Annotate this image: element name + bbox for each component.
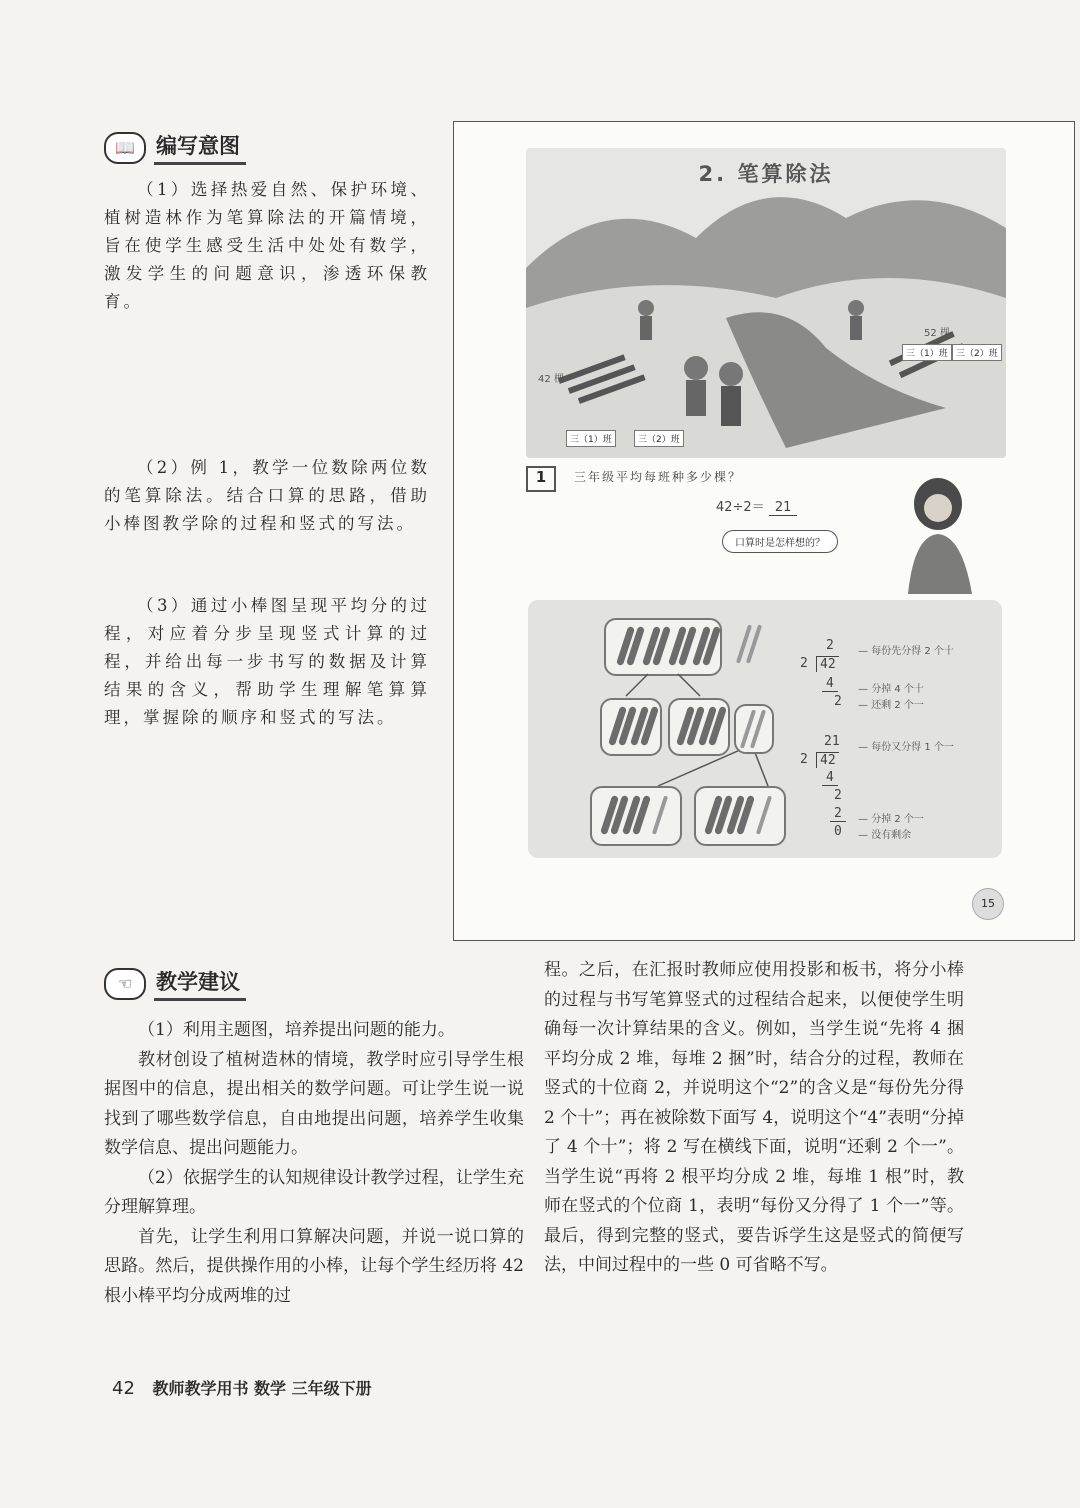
- step2-line6: 0: [834, 824, 842, 839]
- note-5: — 分掉 2 个一: [858, 814, 924, 825]
- hand-icon: ☜: [104, 968, 146, 1000]
- step2-quotient: 21: [824, 734, 840, 749]
- stick-bundle-mid-right: [668, 698, 730, 756]
- page-number: 42: [112, 1378, 135, 1399]
- note-6: — 没有剩余: [858, 830, 912, 841]
- textbook-page-number: 15: [972, 888, 1004, 920]
- suggestions-left-column: [104, 1016, 524, 1311]
- speech-bubble: 口算时是怎样想的？: [722, 530, 838, 553]
- section-title-text: 编写意图: [154, 130, 246, 165]
- textbook-page: [453, 121, 1075, 941]
- tree-planting-illustration: [526, 148, 1006, 458]
- suggestion-heading-1: （1）利用主题图，培养提出问题的能力。: [138, 1020, 455, 1040]
- equation-answer: 21: [769, 500, 798, 516]
- stick-group-bottom-left: [590, 786, 682, 846]
- section-title-text-2: 教学建议: [154, 966, 246, 1001]
- example-question: 三年级平均每班种多少棵？: [574, 470, 743, 484]
- right-tree-count: 52 棵: [924, 328, 950, 339]
- step1-divisor: 2: [800, 656, 808, 671]
- note-4: — 每份又分得 1 个一: [858, 742, 954, 753]
- intent-paragraph-2: （2）例 1，教学一位数除两位数的笔算除法。结合口算的思路，借助小棒图教学除的过程和竖式的写法。: [104, 458, 430, 533]
- book-title: 教师教学用书 数学 三年级下册: [152, 1379, 372, 1398]
- equation-text: 42÷2＝: [716, 500, 765, 515]
- step2-line4: 2: [834, 788, 842, 803]
- step2-dividend: 42: [816, 752, 839, 768]
- page-footer: [112, 1376, 372, 1399]
- section-title-intent: [104, 130, 246, 165]
- sign-right-class1: 三（1）班: [902, 344, 952, 361]
- note-2: — 分掉 4 个十: [858, 684, 924, 695]
- book-icon: 📖: [104, 132, 146, 164]
- example-equation: [716, 496, 797, 515]
- example-number-badge: 1: [526, 466, 556, 492]
- lesson-heading: 2. 笔算除法: [698, 162, 834, 186]
- note-1: — 每份先分得 2 个十: [858, 646, 954, 657]
- stick-group-bottom-right: [694, 786, 786, 846]
- teacher-figure: [894, 474, 984, 594]
- suggestion-paragraph-continued: 程。之后，在汇报时教师应使用投影和板书，将分小棒的过程与书写笔算竖式的过程结合起来，以便使学生明确每一次计算结果的含义。例如，当学生说“先将 4 捆平均分成 2 堆，每堆 2 捆”时，结合分的过程，教师在竖式的十位商 2，并说明这个“2”的含义是“每份先分得 2 个十”；再在被除数下面写 4，说明这个“4”表明“分掉了 4 个十”；将 2 写在横线下面，说明“还剩 2 个一”。当学生说“再将 2 根平均分成 2 堆，每堆 1 根”时，教师在竖式的个位商 1，表明“每份又分得了 1 个一”等。最后，得到完整的竖式，要告诉学生这是竖式的简便写法，中间过程中的一些 0 可省略不写。: [544, 960, 964, 1275]
- suggestions-right-column: [544, 956, 964, 1281]
- suggestion-paragraph-1: 教材创设了植树造林的情境，教学时应引导学生根据图中的信息，提出相关的数学问题。可让学生说一说找到了哪些数学信息，自由地提出问题，培养学生收集数学信息、提出问题能力。: [104, 1049, 524, 1158]
- intent-paragraph-3: （3）通过小棒图呈现平均分的过程，对应着分步呈现竖式计算的过程，并给出每一步书写的数据及计算结果的含义，帮助学生理解笔算算理，掌握除的顺序和竖式的写法。: [104, 596, 430, 727]
- step1-dividend: 42: [816, 656, 839, 672]
- section-title-suggestions: [104, 966, 246, 1001]
- stick-diagram-panel: [528, 600, 1002, 858]
- step2-line3: 4: [822, 770, 838, 786]
- intent-paragraph-1: （1）选择热爱自然、保护环境、植树造林作为笔算除法的开篇情境，旨在使学生感受生活中处处有数学，激发学生的问题意识，渗透环保教育。: [104, 180, 430, 311]
- suggestion-heading-2: （2）依据学生的认知规律设计教学过程，让学生充分理解算理。: [104, 1167, 524, 1217]
- step2-divisor: 2: [800, 752, 808, 767]
- step1-product: 4: [822, 676, 838, 692]
- suggestion-paragraph-2: 首先，让学生利用口算解决问题，并说一说口算的思路。然后，提供操作用的小棒，让每个学生经历将 42 根小棒平均分成两堆的过: [104, 1226, 524, 1306]
- step2-line5: 2: [830, 806, 846, 822]
- note-3: — 还剩 2 个一: [858, 700, 924, 711]
- step1-quotient: 2: [826, 638, 834, 653]
- step1-remainder: 2: [834, 694, 842, 709]
- left-tree-count: 42 棵: [538, 374, 564, 385]
- stick-bundle-mid-left: [600, 698, 662, 756]
- sign-right-class2: 三（2）班: [952, 344, 1002, 361]
- loose-sticks-box: [734, 704, 774, 754]
- sign-left-class2: 三（2）班: [634, 430, 684, 447]
- sign-left-class1: 三（1）班: [566, 430, 616, 447]
